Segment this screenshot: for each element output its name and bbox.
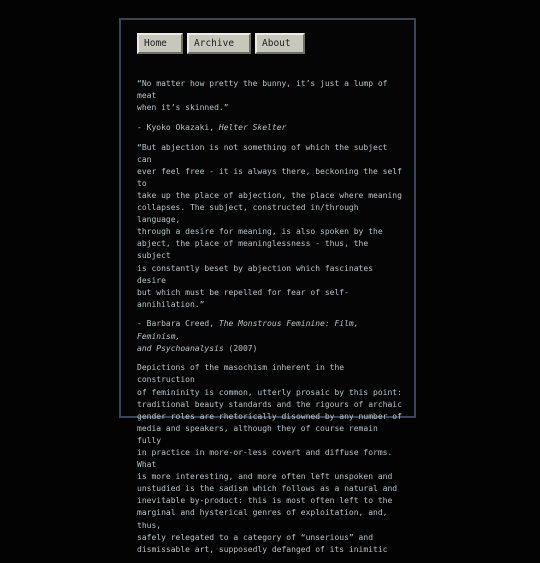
attribution-work-1: Helter Skelter (218, 122, 287, 132)
epigraph-quote-1: “No matter how pretty the bunny, it’s just a lump of meat when it’s skinned.” (137, 79, 388, 113)
about-button[interactable]: About (255, 33, 305, 54)
attribution-work-2: The Monstrous Feminine: Film, Feminism, and Psychoanalysis (137, 319, 359, 353)
attribution-year-2: (2007) (223, 343, 258, 353)
page-container (119, 18, 416, 554)
epigraph-attribution-1 (137, 122, 405, 134)
nav-bar (137, 33, 305, 54)
body-paragraph-1: Depictions of the masochism inherent in the construction of femininity is common, utterly prosaic by this point: traditional beauty standards and the rigours of archaic gender roles are rhetorically disowned by any number of media and speakers, although they of course remain fully in practice in more-or-less covert and diffuse forms. What is more interesting, and more often left unspoken and unstudied is the sadism which follows as a natural and inevitable by-product: this is most often left to the marginal and hysterical genres of exploitation, and, thus, safely relegated to a category of “unserious” and dismissable art, supposedly defanged of its inimitic (137, 363, 402, 554)
home-button[interactable]: Home (137, 33, 183, 54)
archive-button[interactable]: Archive (187, 33, 251, 54)
attribution-author-1: - Kyoko Okazaki, (137, 122, 219, 132)
epigraph-quote-2: “But abjection is not something of which the subject can ever feel free - it is always there, beckoning the self to take up the place of abjection, the place where meaning collapses. The subject, constructed in/through language, through a desire for meaning, is also spoken by the abject, the place of meaninglessness - thus, the subject is constantly beset by abjection which fascinates desire but which must be repelled for fear of self-annihilation.” (137, 142, 402, 309)
attribution-author-2: - Barbara Creed, (137, 319, 219, 329)
article-content (137, 78, 405, 563)
epigraph-attribution-2 (137, 318, 405, 354)
